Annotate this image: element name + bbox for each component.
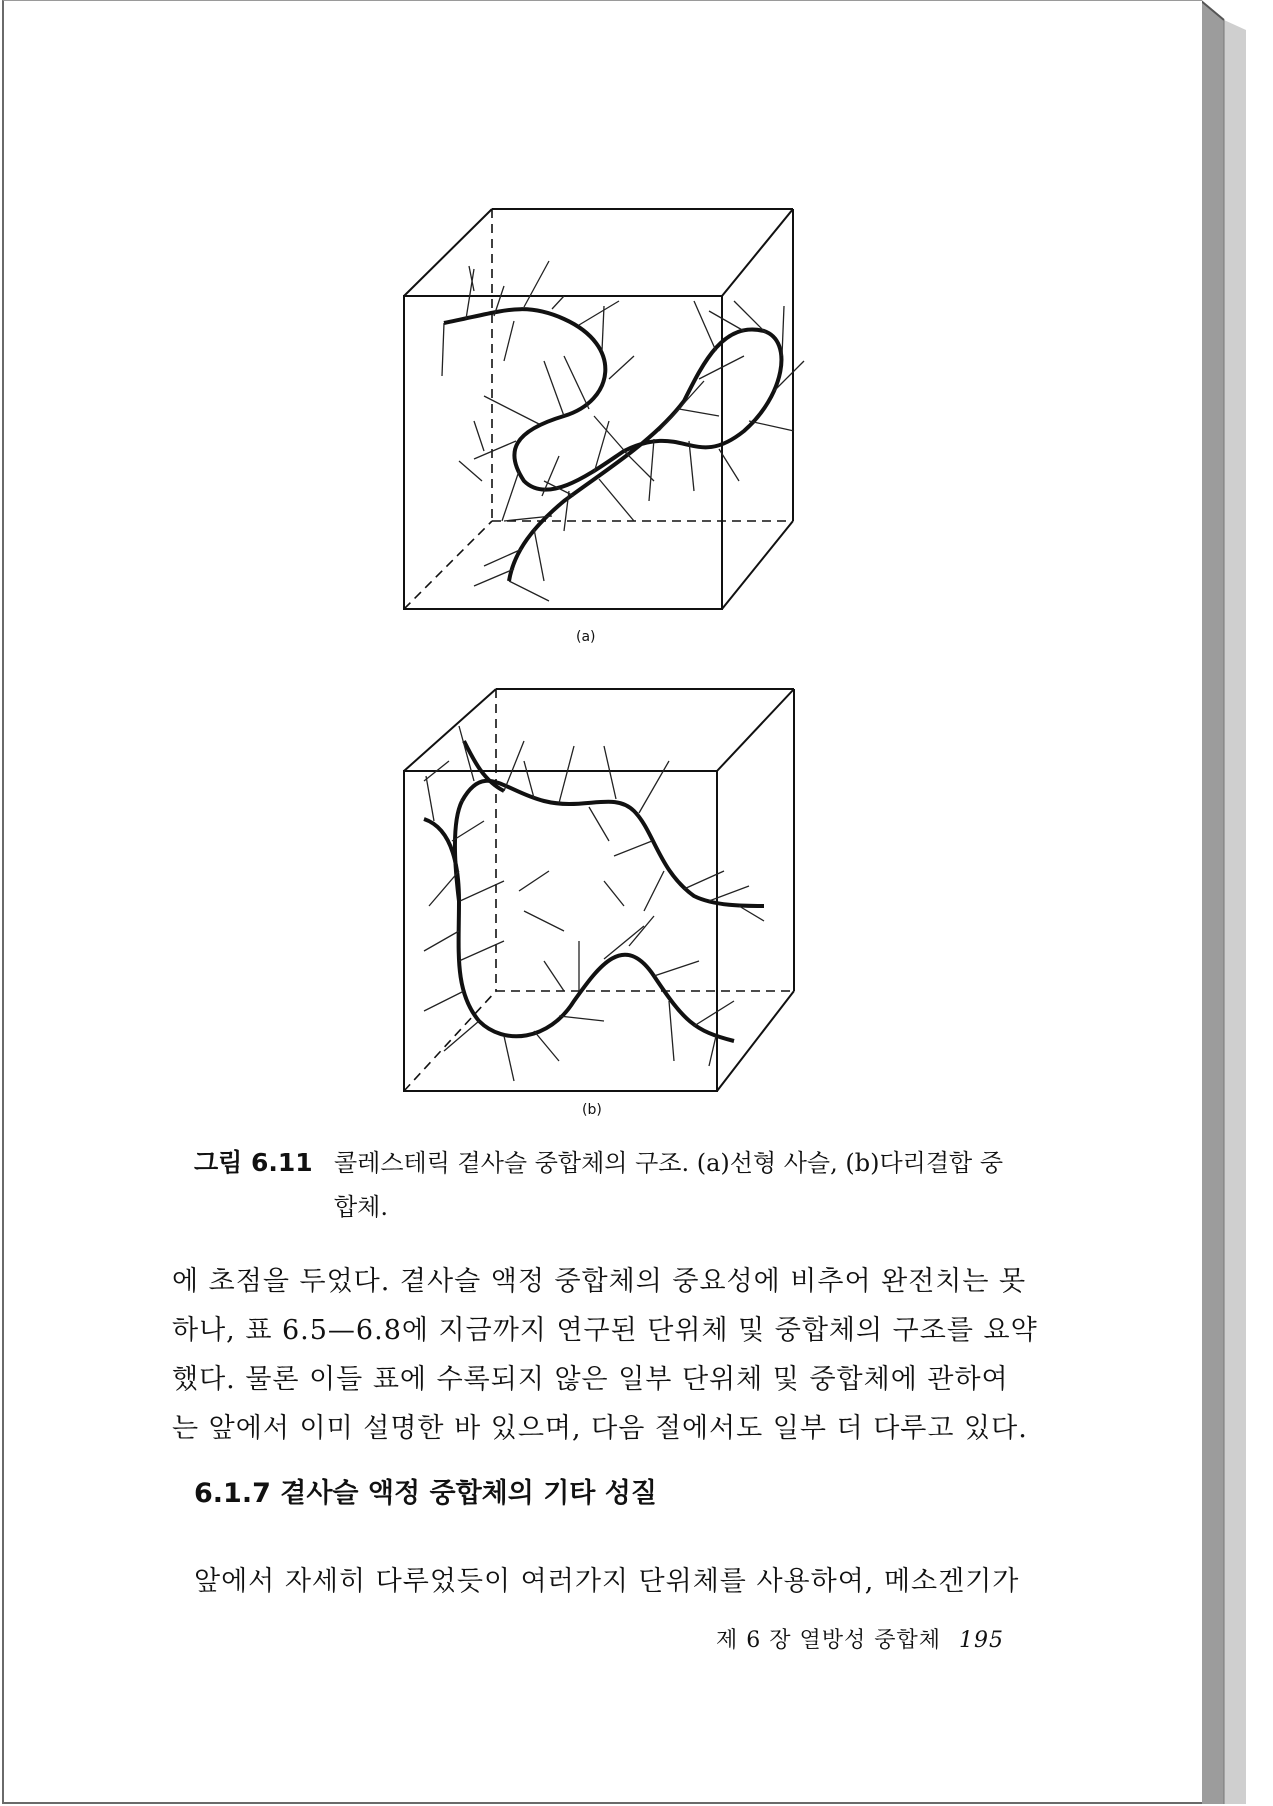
paragraph-line: 에 초점을 두었다. 곁사슬 액정 중합체의 중요성에 비추어 완전치는 못 bbox=[172, 1266, 1027, 1297]
figure-6-11 bbox=[4, 1, 1204, 1141]
paragraph-line: 했다. 물론 이들 표에 수록되지 않은 일부 단위체 및 중합체에 관하여 bbox=[172, 1364, 1009, 1395]
panel-a-label: (a) bbox=[576, 629, 596, 645]
polymer-chain-a bbox=[444, 309, 781, 581]
body-paragraph bbox=[172, 1257, 1052, 1453]
paragraph-line: 하나, 표 6.5—6.8에 지금까지 연구된 단위체 및 중합체의 구조를 요약 bbox=[172, 1315, 1038, 1346]
cube-b bbox=[404, 689, 794, 1091]
section-heading: 6.1.7 곁사슬 액정 중합체의 기타 성질 bbox=[194, 1478, 657, 1509]
page-stack-edge bbox=[1200, 0, 1246, 1804]
figure-caption-label: 그림 6.11 bbox=[194, 1148, 313, 1177]
running-head: 제 6 장 열방성 중합체 bbox=[716, 1628, 941, 1653]
figure-caption-line-1: 콜레스테릭 곁사슬 중합체의 구조. (a)선형 사슬, (b)다리결합 중 bbox=[334, 1149, 1004, 1177]
paragraph-line: 는 앞에서 이미 설명한 바 있으며, 다음 절에서도 일부 더 다루고 있다. bbox=[172, 1413, 1028, 1444]
book-page bbox=[2, 0, 1202, 1804]
figure-caption-line-2: 합체. bbox=[334, 1193, 388, 1221]
page-number: 195 bbox=[959, 1628, 1004, 1653]
cube-a bbox=[404, 209, 793, 609]
section-first-line: 앞에서 자세히 다루었듯이 여러가지 단위체를 사용하여, 메소겐기가 bbox=[194, 1566, 1020, 1597]
panel-b-label: (b) bbox=[582, 1102, 602, 1118]
figure-caption-text bbox=[334, 1141, 1054, 1229]
polymer-network-b bbox=[424, 741, 764, 1041]
running-footer bbox=[716, 1623, 1004, 1654]
